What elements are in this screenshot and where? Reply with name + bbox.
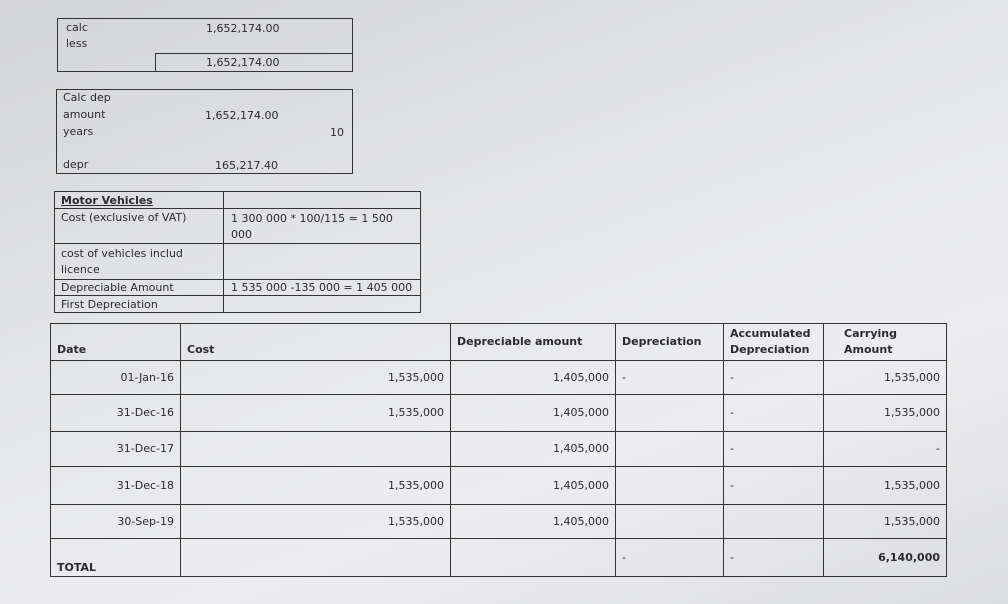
depreciation-schedule-table xyxy=(50,323,947,577)
cost-excl-vat-label: Cost (exclusive of VAT) xyxy=(61,211,187,224)
motor-vehicles-divider xyxy=(223,192,224,312)
less-label: less xyxy=(66,37,88,50)
row-depreciation xyxy=(616,467,724,505)
row-accumulated: - xyxy=(724,431,824,467)
first-depreciation-label: First Depreciation xyxy=(61,298,158,311)
row-cost: 1,535,000 xyxy=(181,504,451,539)
row-date: 01-Jan-16 xyxy=(51,360,181,395)
table-row xyxy=(51,467,947,505)
row-cost: 1,535,000 xyxy=(181,395,451,432)
header-depreciation: Depreciation xyxy=(616,324,724,361)
depr-value: 165,217.40 xyxy=(215,159,278,172)
row-cost: 1,535,000 xyxy=(181,360,451,395)
row-depreciable: 1,405,000 xyxy=(451,467,616,505)
row-depreciable: 1,405,000 xyxy=(451,395,616,432)
row-date: 31-Dec-17 xyxy=(51,431,181,467)
table-row xyxy=(51,360,947,395)
header-depreciable-amount: Depreciable amount xyxy=(451,324,616,361)
depreciable-amount-label: Depreciable Amount xyxy=(61,281,174,294)
row-cost xyxy=(181,431,451,467)
years-label: years xyxy=(63,125,94,138)
header-date: Date xyxy=(51,324,181,361)
amount-value: 1,652,174.00 xyxy=(205,109,279,122)
depr-label: depr xyxy=(63,158,89,171)
calc-value: 1,652,174.00 xyxy=(206,22,280,35)
calc-dep-title: Calc dep xyxy=(63,91,111,104)
row-carrying: 1,535,000 xyxy=(824,395,947,432)
row-carrying: 1,535,000 xyxy=(824,360,947,395)
row-date: 31-Dec-16 xyxy=(51,395,181,432)
calc-result-value: 1,652,174.00 xyxy=(206,56,280,69)
cost-incl-licence-label: cost of vehicles includ licence xyxy=(61,247,183,276)
total-accumulated: - xyxy=(724,539,824,577)
table-row xyxy=(51,504,947,539)
row-depreciable: 1,405,000 xyxy=(451,360,616,395)
total-row xyxy=(51,539,947,577)
motor-vehicles-heading: Motor Vehicles xyxy=(61,194,153,207)
row-carrying: 1,535,000 xyxy=(824,467,947,505)
header-carrying-amount: Carrying Amount xyxy=(824,324,947,361)
total-depreciation: - xyxy=(616,539,724,577)
row-depreciation xyxy=(616,431,724,467)
row-accumulated: - xyxy=(724,395,824,432)
row-depreciable: 1,405,000 xyxy=(451,431,616,467)
row-date: 30-Sep-19 xyxy=(51,504,181,539)
table-row xyxy=(51,395,947,432)
amount-label: amount xyxy=(63,108,106,121)
row-cost: 1,535,000 xyxy=(181,467,451,505)
row-accumulated: - xyxy=(724,360,824,395)
row-accumulated xyxy=(724,504,824,539)
years-value: 10 xyxy=(330,126,344,139)
row-carrying: - xyxy=(824,431,947,467)
total-label: TOTAL xyxy=(51,539,181,577)
row-depreciation: - xyxy=(616,360,724,395)
table-header-row xyxy=(51,324,947,361)
row-depreciation xyxy=(616,395,724,432)
calc-label: calc xyxy=(66,21,88,34)
header-cost: Cost xyxy=(181,324,451,361)
row-depreciation xyxy=(616,504,724,539)
row-accumulated: - xyxy=(724,467,824,505)
row-carrying: 1,535,000 xyxy=(824,504,947,539)
depreciable-amount-value: 1 535 000 -135 000 = 1 405 000 xyxy=(231,281,413,294)
header-accumulated-depreciation: Accumulated Depreciation xyxy=(724,324,824,361)
row-date: 31-Dec-18 xyxy=(51,467,181,505)
total-carrying: 6,140,000 xyxy=(824,539,947,577)
row-depreciable: 1,405,000 xyxy=(451,504,616,539)
table-row xyxy=(51,431,947,467)
cost-excl-vat-value: 1 300 000 * 100/115 = 1 500 000 xyxy=(231,212,393,241)
